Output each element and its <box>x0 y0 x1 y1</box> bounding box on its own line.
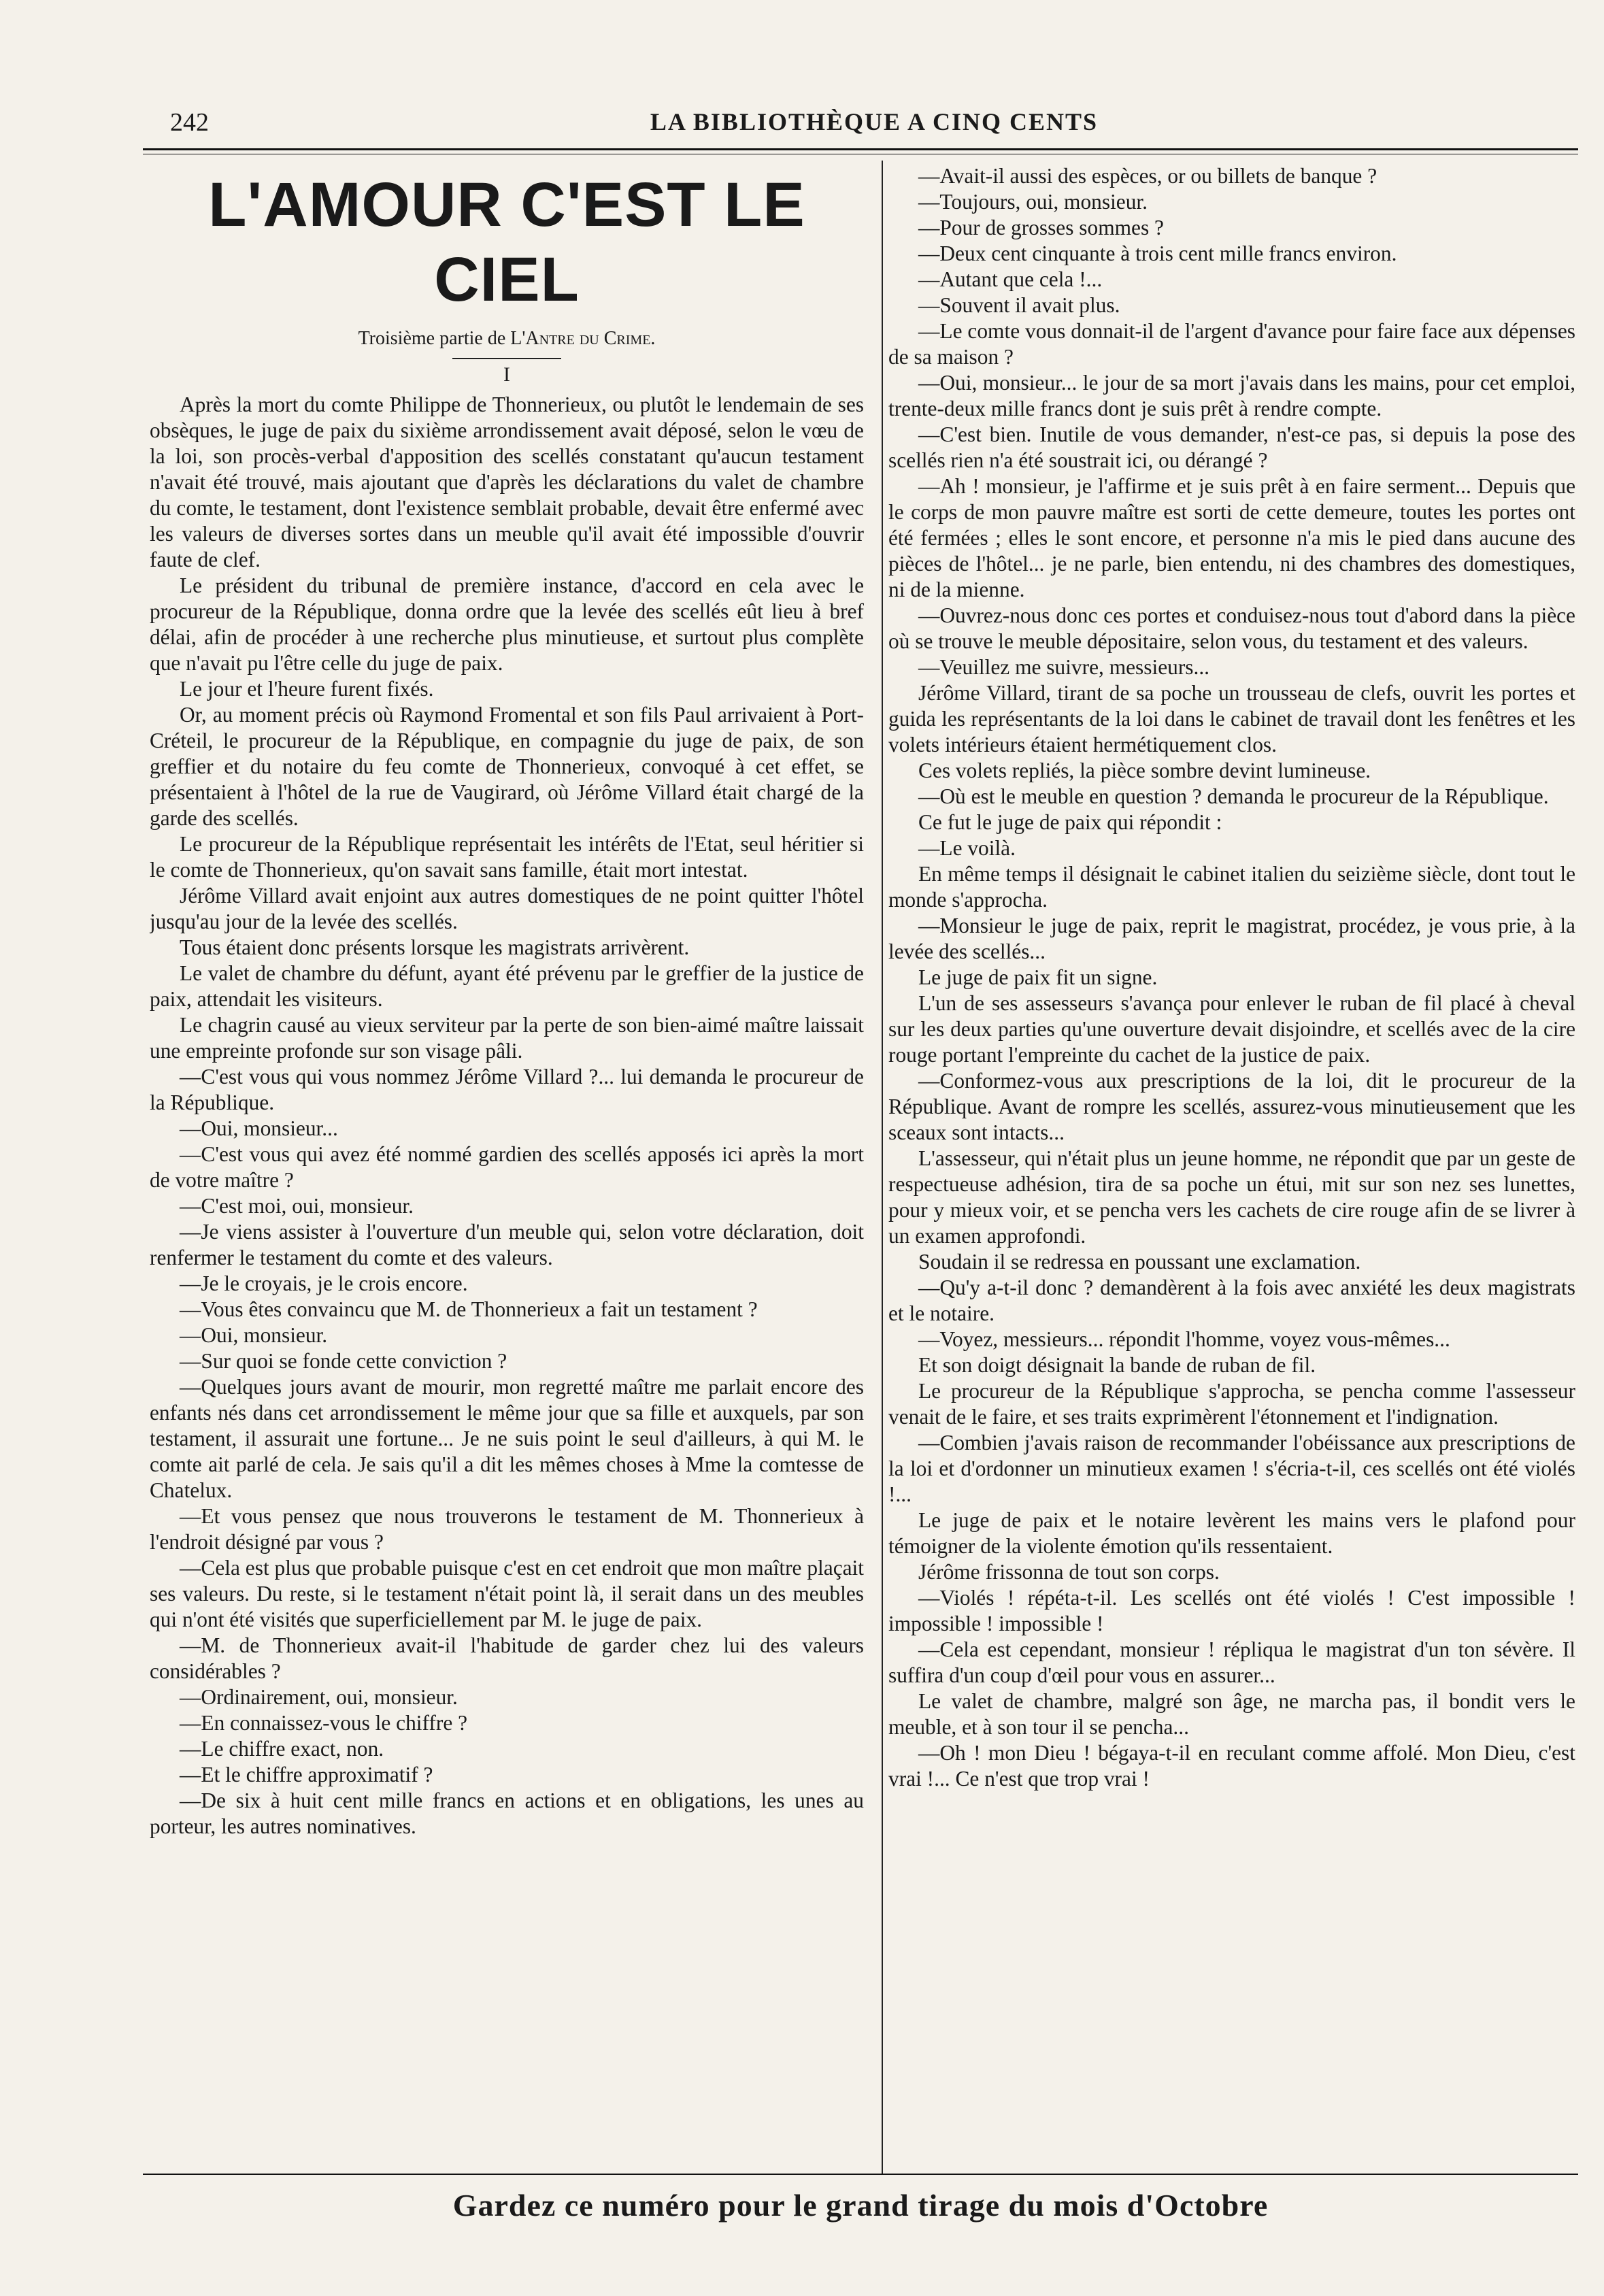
paragraph: —Conformez-vous aux prescriptions de la loi, dit le procureur de la République. Avant de rompre les scellés, assurez-vous minutieusement que les sceaux sont intacts... <box>888 1069 1575 1144</box>
paragraph: —Toujours, oui, monsieur. <box>918 190 1148 214</box>
paragraph: —Combien j'avais raison de recommander l'obéissance aux prescriptions de la loi et d'ordonner un minutieux examen ! s'écria-t-il, ces scellés ont été violés !... <box>888 1431 1575 1506</box>
paragraph: Le président du tribunal de première instance, d'accord en cela avec le procureur de la République, donna ordre que la levée des scellés eût lieu à bref délai, afin de procéder à une recherche plus minutieuse, et surtout plus complète que n'avait pu l'être celle du juge de paix. <box>150 573 864 675</box>
paragraph: Or, au moment précis où Raymond Fromental et son fils Paul arrivaient à Port-Créteil, le procureur de la République, en compagnie du juge de paix, de son greffier et du notaire du feu comte de Thonnerieux, convoqué à cet effet, se présentaient à l'hôtel de la rue de Vaugirard, où Jérôme Villard était chargé de la garde des scellés. <box>150 703 864 830</box>
paragraph: —Cela est cependant, monsieur ! répliqua le magistrat d'un ton sévère. Il suffira d'un coup d'œil pour vous en assurer... <box>888 1637 1575 1687</box>
paragraph: —Monsieur le juge de paix, reprit le magistrat, procédez, je vous prie, à la levée des scellés... <box>888 914 1575 963</box>
paragraph: —Où est le meuble en question ? demanda le procureur de la République. <box>918 784 1549 808</box>
paragraph: —Ordinairement, oui, monsieur. <box>180 1685 458 1709</box>
paragraph: Tous étaient donc présents lorsque les magistrats arrivèrent. <box>180 935 690 959</box>
left-column-text <box>150 392 864 1840</box>
paragraph: L'un de ses assesseurs s'avança pour enlever le ruban de fil placé à cheval sur les deux parties qu'une ouverture devait disjoindre, et scellés avec de la cire rouge portant l'empreinte du cachet de la justice de paix. <box>888 991 1575 1067</box>
story-subtitle <box>150 327 864 351</box>
paragraph: —C'est moi, oui, monsieur. <box>180 1194 414 1218</box>
paragraph: —Et vous pensez que nous trouverons le testament de M. Thonnerieux à l'endroit désigné par vous ? <box>150 1504 864 1554</box>
paragraph: Jérôme Villard avait enjoint aux autres domestiques de ne point quitter l'hôtel jusqu'au jour de la levée des scellés. <box>150 884 864 933</box>
page-number: 242 <box>170 108 209 137</box>
right-column <box>888 163 1575 2170</box>
paragraph: Le valet de chambre, malgré son âge, ne marcha pas, il bondit vers le meuble, et à son tour il se pencha... <box>888 1689 1575 1739</box>
footer-banner: Gardez ce numéro pour le grand tirage du mois d'Octobre <box>452 2188 1269 2223</box>
paragraph: —Avait-il aussi des espèces, or ou billets de banque ? <box>918 164 1377 188</box>
paragraph: —Et le chiffre approximatif ? <box>180 1763 433 1786</box>
paragraph: —Je le croyais, je le crois encore. <box>180 1271 468 1295</box>
paragraph: —Ouvrez-nous donc ces portes et conduisez-nous tout d'abord dans la pièce où se trouve le meuble dépositaire, selon vous, du testament et des valeurs. <box>888 603 1575 653</box>
paragraph: —Oui, monsieur. <box>180 1323 328 1347</box>
paragraph: L'assesseur, qui n'était plus un jeune homme, ne répondit que par un geste de respectueuse adhésion, tira de sa poche un étui, mit sur son nez ses lunettes, pour y mieux voir, et se pencha vers les cachets de cire rouge afin de se livrer à un examen approfondi. <box>888 1146 1575 1248</box>
footer-rule <box>143 2174 1578 2175</box>
header-rule <box>143 148 1578 150</box>
paragraph: —M. de Thonnerieux avait-il l'habitude de garder chez lui des valeurs considérables ? <box>150 1633 864 1683</box>
story-title: L'AMOUR C'EST LE CIEL <box>208 170 805 314</box>
paragraph: —Sur quoi se fonde cette conviction ? <box>180 1349 507 1373</box>
paragraph: —Je viens assister à l'ouverture d'un meuble qui, selon votre déclaration, doit renfermer le testament du comte et des valeurs. <box>150 1220 864 1269</box>
paragraph: Ces volets repliés, la pièce sombre devint lumineuse. <box>918 759 1371 782</box>
paragraph: —Veuillez me suivre, messieurs... <box>918 655 1210 679</box>
column-divider <box>882 161 883 2174</box>
paragraph: —C'est vous qui avez été nommé gardien des scellés apposés ici après la mort de votre maître ? <box>150 1142 864 1192</box>
paragraph: —Autant que cela !... <box>918 267 1103 291</box>
paragraph: Jérôme Villard, tirant de sa poche un trousseau de clefs, ouvrit les portes et guida les représentants de la loi dans le cabinet de travail dont les fenêtres et les volets intérieurs étaient hermétiquement clos. <box>888 681 1575 756</box>
left-column <box>150 163 864 2170</box>
right-column-text <box>888 163 1575 1792</box>
paragraph: —Le voilà. <box>918 836 1016 860</box>
paragraph: —Oui, monsieur... <box>180 1116 338 1140</box>
chapter-numeral: I <box>503 363 510 386</box>
paragraph: Soudain il se redressa en poussant une exclamation. <box>918 1250 1361 1274</box>
paragraph: —Deux cent cinquante à trois cent mille francs environ. <box>918 242 1397 265</box>
paragraph: Le juge de paix fit un signe. <box>918 965 1158 989</box>
paragraph: —Ah ! monsieur, je l'affirme et je suis prêt à en faire serment... Depuis que le corps de mon pauvre maître est sorti de cette demeure, toutes les portes ont été fermées ; elles le sont encore, et personne n'a mis le pied dans aucune des pièces de l'hôtel... je ne parle, bien entendu, ni des chambres des domestiques, ni de la mienne. <box>888 474 1575 601</box>
paragraph: Jérôme frissonna de tout son corps. <box>918 1560 1220 1584</box>
paragraph: —En connaissez-vous le chiffre ? <box>180 1711 468 1735</box>
paragraph: —C'est bien. Inutile de vous demander, n'est-ce pas, si depuis la pose des scellés rien n'a été soustrait ici, ou dérangé ? <box>888 422 1575 472</box>
title-rule <box>452 358 561 359</box>
paragraph: —Souvent il avait plus. <box>918 293 1120 317</box>
paragraph: Le procureur de la République s'approcha, se pencha comme l'assesseur venait de le faire, et ses traits exprimèrent l'étonnement et l'indignation. <box>888 1379 1575 1429</box>
subtitle-reference: L'Antre du Crime. <box>510 328 656 349</box>
paragraph: —Voyez, messieurs... répondit l'homme, voyez vous-mêmes... <box>918 1327 1450 1351</box>
paragraph: —Violés ! répéta-t-il. Les scellés ont été violés ! C'est impossible ! impossible ! impossible ! <box>888 1586 1575 1635</box>
paragraph: Après la mort du comte Philippe de Thonnerieux, ou plutôt le lendemain de ses obsèques, le juge de paix du sixième arrondissement avait déposé, selon le vœu de la loi, son procès-verbal d'apposition des scellés constatant qu'aucun testament n'avait été trouvé, mais ajoutant que d'après les déclarations du valet de chambre du comte, le testament, dont l'existence semblait probable, devait être enfermé avec les valeurs de diverses sortes dans un meuble qu'il avait été impossible d'ouvrir faute de clef. <box>150 393 864 571</box>
paragraph: —Pour de grosses sommes ? <box>918 216 1164 239</box>
paragraph: —C'est vous qui vous nommez Jérôme Villard ?... lui demanda le procureur de la République. <box>150 1065 864 1114</box>
paragraph: —Quelques jours avant de mourir, mon regretté maître me parlait encore des enfants nés dans cet arrondissement le même jour que sa fille et auxquels, par son testament, il assurait une fortune... Je ne suis point le seul d'ailleurs, à qui M. le comte ait parlé de cela. Je sais qu'il a dit les mêmes choses à Mme la comtesse de Chatelux. <box>150 1375 864 1502</box>
paragraph: —Le comte vous donnait-il de l'argent d'avance pour faire face aux dépenses de sa maison ? <box>888 319 1575 369</box>
paragraph: —De six à huit cent mille francs en actions et en obligations, les unes au porteur, les autres nominatives. <box>150 1788 864 1838</box>
page-header <box>170 102 1578 143</box>
paragraph: —Oh ! mon Dieu ! bégaya-t-il en reculant comme affolé. Mon Dieu, c'est vrai !... Ce n'est que trop vrai ! <box>888 1741 1575 1791</box>
paragraph: En même temps il désignait le cabinet italien du seizième siècle, dont tout le monde s'approcha. <box>888 862 1575 912</box>
paragraph: Ce fut le juge de paix qui répondit : <box>918 810 1222 834</box>
running-title: LA BIBLIOTHÈQUE A CINQ CENTS <box>650 108 1099 135</box>
subtitle-prefix: Troisième partie de <box>358 328 511 349</box>
paragraph: Le chagrin causé au vieux serviteur par la perte de son bien-aimé maître laissait une empreinte profonde sur son visage pâli. <box>150 1013 864 1063</box>
paragraph: Et son doigt désignait la bande de ruban de fil. <box>918 1353 1316 1377</box>
paragraph: Le valet de chambre du défunt, ayant été prévenu par le greffier de la justice de paix, attendait les visiteurs. <box>150 961 864 1011</box>
paragraph: —Cela est plus que probable puisque c'est en cet endroit que mon maître plaçait ses valeurs. Du reste, si le testament n'était point là, il serait dans un des meubles qui n'ont été visités que superficiellement par M. le juge de paix. <box>150 1556 864 1631</box>
paragraph: Le juge de paix et le notaire levèrent les mains vers le plafond pour témoigner de la violente émotion qu'ils ressentaient. <box>888 1508 1575 1558</box>
paragraph: Le procureur de la République représentait les intérêts de l'Etat, seul héritier si le comte de Thonnerieux, qu'on savait sans famille, était mort intestat. <box>150 832 864 882</box>
paragraph: —Oui, monsieur... le jour de sa mort j'avais dans les mains, pour cet emploi, trente-deux mille francs dont je suis prêt à rendre compte. <box>888 371 1575 420</box>
paragraph: Le jour et l'heure furent fixés. <box>180 677 434 701</box>
paragraph: —Le chiffre exact, non. <box>180 1737 384 1761</box>
paragraph: —Qu'y a-t-il donc ? demandèrent à la fois avec anxiété les deux magistrats et le notaire. <box>888 1276 1575 1325</box>
paragraph: —Vous êtes convaincu que M. de Thonnerieux a fait un testament ? <box>180 1297 758 1321</box>
